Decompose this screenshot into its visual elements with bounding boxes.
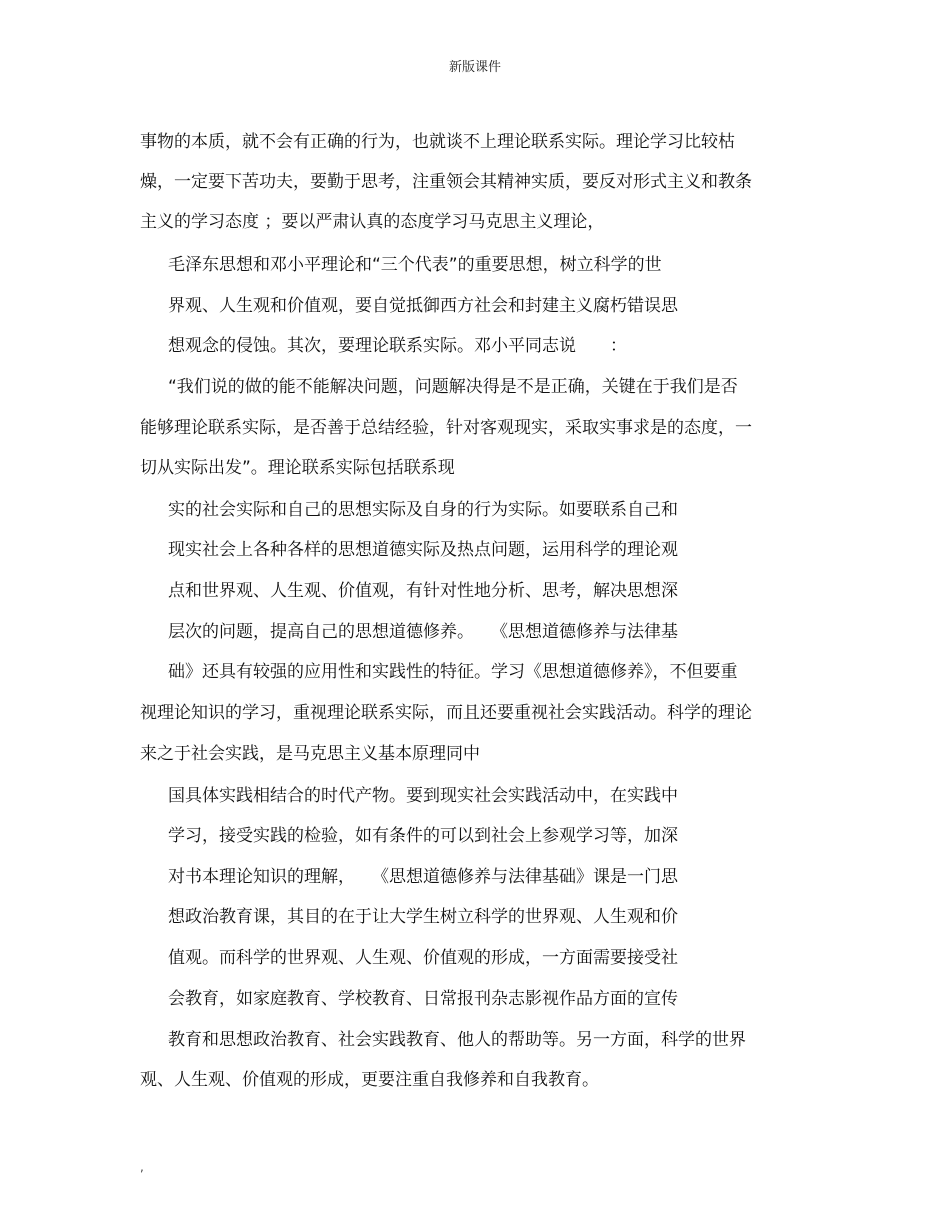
body-line: 国具体实践相结合的时代产物。要到现实社会实践活动中，在实践中: [168, 786, 678, 806]
body-line: 来之于社会实践，是马克思主义基本原理同中: [140, 744, 480, 764]
body-line: 学习，接受实践的检验，如有条件的可以到社会上参观学习等，加深: [168, 826, 678, 846]
body-line: 现实社会上各种各样的思想道德实际及热点问题，运用科学的理论观: [168, 540, 678, 560]
body-line: 视理论知识的学习，重视理论联系实际，而且还要重视社会实践活动。科学的理论: [140, 703, 752, 723]
body-line: “我们说的做的能不能解决问题，问题解决得是不是正确，关键在于我们是否: [168, 377, 738, 397]
body-line: 事物的本质，就不会有正确的行为，也就谈不上理论联系实际。理论学习比较枯: [140, 132, 735, 152]
body-line: 教育和思想政治教育、社会实践教育、他人的帮助等。另一方面，科学的世界: [168, 1030, 746, 1050]
page-header: 新版课件: [448, 60, 501, 75]
body-line: 实的社会实际和自己的思想实际及自身的行为实际。如要联系自己和: [168, 500, 678, 520]
body-line: 点和世界观、人生观、价值观，有针对性地分析、思考，解决思想深: [168, 581, 678, 601]
body-line: 层次的问题，提高自己的思想道德修养。 《思想道德修养与法律基: [168, 622, 678, 642]
body-line: 会教育，如家庭教育、学校教育、日常报刊杂志影视作品方面的宣传: [168, 989, 678, 1009]
body-line: 主义的学习态度 ；要以严肃认真的态度学习马克思主义理论，: [140, 212, 605, 232]
body-line: 燥，一定要下苦功夫，要勤于思考，注重领会其精神实质，要反对形式主义和教条: [140, 172, 752, 192]
body-line: 想政治教育课，其目的在于让大学生树立科学的世界观、人生观和价: [168, 907, 678, 927]
body-line: 毛泽东思想和邓小平理论和“三个代表”的重要思想，树立科学的世: [168, 255, 662, 275]
body-line: 想观念的侵蚀。其次，要理论联系实际。邓小平同志说 ：: [168, 336, 627, 356]
body-line: 观、人生观、价值观的形成，更要注重自我修养和自我教育。: [140, 1070, 599, 1090]
footer-mark: ,: [140, 1160, 144, 1174]
body-line: 能够理论联系实际，是否善于总结经验，针对客观现实，采取实事求是的态度，一: [140, 418, 752, 438]
body-line: 础》还具有较强的应用性和实践性的特征。学习《思想道德修养》，不但要重: [168, 662, 738, 682]
body-line: 切从实际出发”。理论联系实际包括联系现: [140, 458, 455, 478]
body-line: 界观、人生观和价值观，要自觉抵御西方社会和封建主义腐朽错误思: [168, 296, 678, 316]
body-line: 值观。而科学的世界观、人生观、价值观的形成，一方面需要接受社: [168, 948, 678, 968]
body-line: 对书本理论知识的理解， 《思想道德修养与法律基础》课是一门思: [168, 867, 678, 887]
